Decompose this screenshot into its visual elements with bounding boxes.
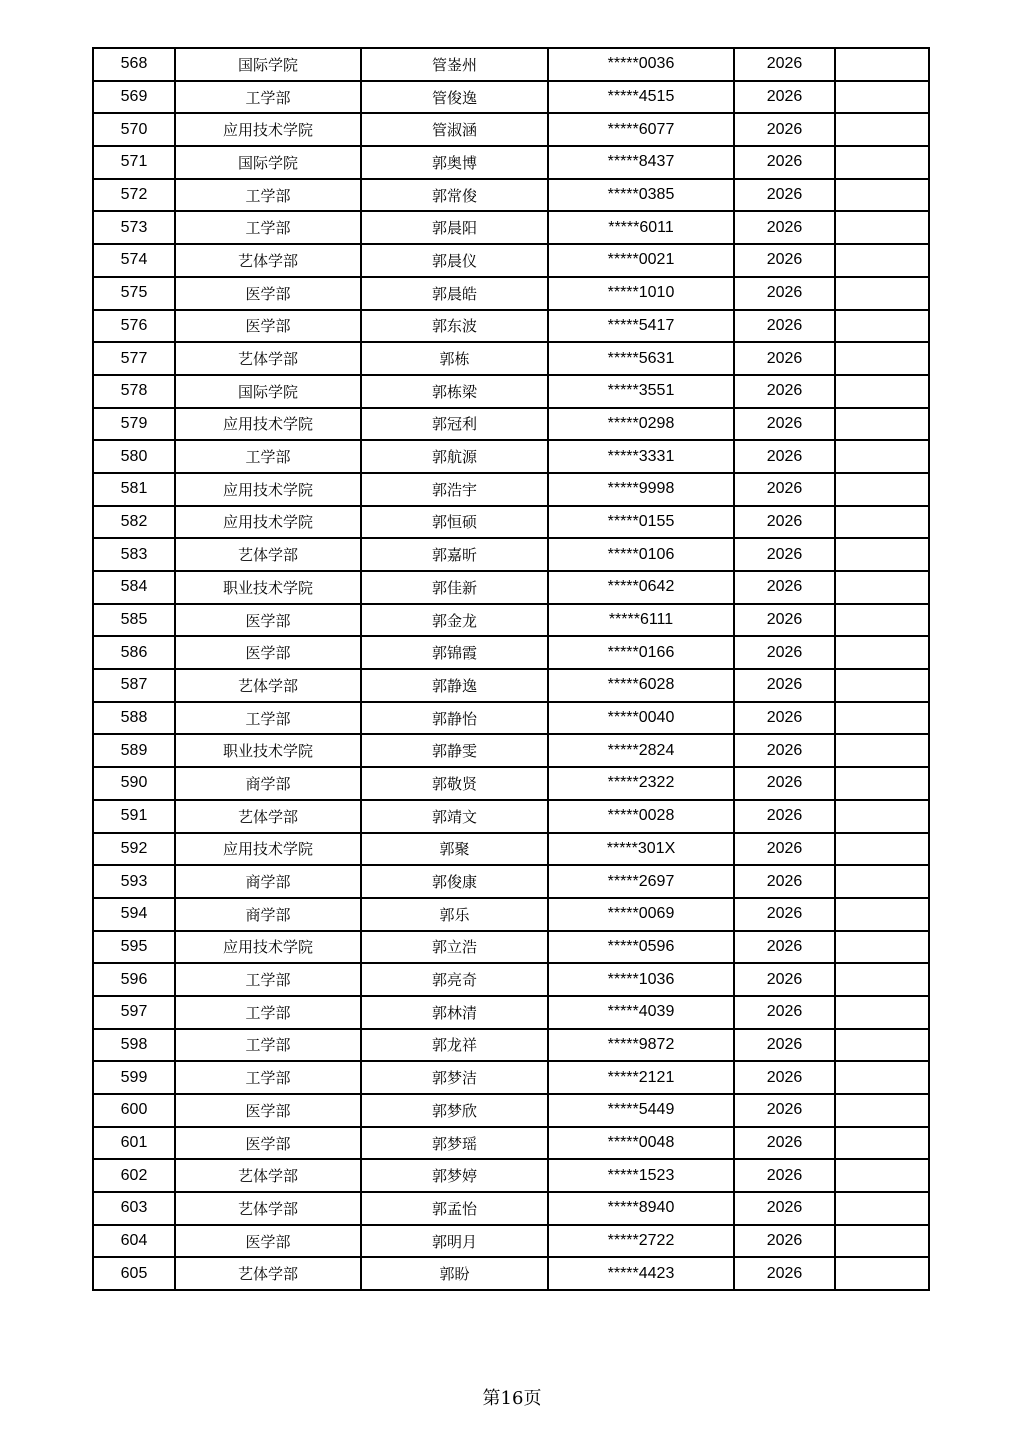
cell-number: 579 — [93, 408, 175, 441]
table-row — [93, 931, 929, 964]
cell-masked-id: *****0298 — [548, 408, 734, 441]
cell-number: 577 — [93, 342, 175, 375]
table-row — [93, 669, 929, 702]
table-row — [93, 604, 929, 637]
cell-remark — [835, 800, 929, 833]
cell-year: 2026 — [734, 963, 835, 996]
cell-department: 医学部 — [175, 636, 361, 669]
table-row — [93, 408, 929, 441]
cell-student-name: 郭盼 — [361, 1257, 548, 1290]
cell-remark — [835, 244, 929, 277]
cell-department: 国际学院 — [175, 375, 361, 408]
cell-department: 医学部 — [175, 1094, 361, 1127]
cell-remark — [835, 767, 929, 800]
cell-remark — [835, 1192, 929, 1225]
cell-masked-id: *****8940 — [548, 1192, 734, 1225]
cell-masked-id: *****5631 — [548, 342, 734, 375]
cell-masked-id: *****6111 — [548, 604, 734, 637]
cell-number: 591 — [93, 800, 175, 833]
cell-student-name: 郭奥博 — [361, 146, 548, 179]
cell-student-name: 郭静怡 — [361, 702, 548, 735]
cell-remark — [835, 211, 929, 244]
cell-remark — [835, 1159, 929, 1192]
cell-masked-id: *****2722 — [548, 1225, 734, 1258]
cell-number: 588 — [93, 702, 175, 735]
cell-remark — [835, 1127, 929, 1160]
table-row — [93, 1094, 929, 1127]
cell-department: 国际学院 — [175, 48, 361, 81]
cell-year: 2026 — [734, 636, 835, 669]
cell-department: 工学部 — [175, 211, 361, 244]
cell-department: 应用技术学院 — [175, 408, 361, 441]
cell-remark — [835, 865, 929, 898]
table-row — [93, 1029, 929, 1062]
cell-year: 2026 — [734, 800, 835, 833]
table-row — [93, 375, 929, 408]
cell-department: 医学部 — [175, 1225, 361, 1258]
cell-year: 2026 — [734, 1192, 835, 1225]
cell-year: 2026 — [734, 113, 835, 146]
cell-remark — [835, 702, 929, 735]
table-row — [93, 571, 929, 604]
cell-student-name: 郭敬贤 — [361, 767, 548, 800]
cell-masked-id: *****6028 — [548, 669, 734, 702]
table-row — [93, 179, 929, 212]
cell-number: 587 — [93, 669, 175, 702]
table-row — [93, 440, 929, 473]
cell-remark — [835, 604, 929, 637]
table-row — [93, 767, 929, 800]
cell-student-name: 郭靖文 — [361, 800, 548, 833]
cell-student-name: 郭静逸 — [361, 669, 548, 702]
cell-department: 艺体学部 — [175, 669, 361, 702]
cell-year: 2026 — [734, 571, 835, 604]
table-row — [93, 636, 929, 669]
cell-number: 590 — [93, 767, 175, 800]
cell-masked-id: *****5417 — [548, 310, 734, 343]
table-row — [93, 1192, 929, 1225]
cell-year: 2026 — [734, 408, 835, 441]
cell-department: 艺体学部 — [175, 244, 361, 277]
cell-year: 2026 — [734, 146, 835, 179]
cell-masked-id: *****301X — [548, 833, 734, 866]
cell-number: 600 — [93, 1094, 175, 1127]
cell-department: 工学部 — [175, 963, 361, 996]
cell-remark — [835, 342, 929, 375]
cell-remark — [835, 1094, 929, 1127]
cell-student-name: 郭浩宇 — [361, 473, 548, 506]
cell-year: 2026 — [734, 1061, 835, 1094]
cell-number: 576 — [93, 310, 175, 343]
cell-masked-id: *****0048 — [548, 1127, 734, 1160]
cell-department: 医学部 — [175, 1127, 361, 1160]
cell-department: 工学部 — [175, 1061, 361, 1094]
table-row — [93, 1159, 929, 1192]
cell-masked-id: *****1523 — [548, 1159, 734, 1192]
cell-year: 2026 — [734, 310, 835, 343]
table-row — [93, 342, 929, 375]
cell-department: 应用技术学院 — [175, 931, 361, 964]
cell-masked-id: *****9872 — [548, 1029, 734, 1062]
roster-table-body — [93, 48, 929, 1290]
cell-remark — [835, 1029, 929, 1062]
cell-number: 601 — [93, 1127, 175, 1160]
cell-year: 2026 — [734, 506, 835, 539]
cell-student-name: 郭恒硕 — [361, 506, 548, 539]
cell-student-name: 郭龙祥 — [361, 1029, 548, 1062]
cell-remark — [835, 48, 929, 81]
cell-remark — [835, 931, 929, 964]
cell-masked-id: *****0069 — [548, 898, 734, 931]
cell-remark — [835, 1257, 929, 1290]
table-row — [93, 1257, 929, 1290]
cell-student-name: 郭亮奇 — [361, 963, 548, 996]
cell-remark — [835, 963, 929, 996]
cell-number: 580 — [93, 440, 175, 473]
cell-masked-id: *****0106 — [548, 538, 734, 571]
cell-department: 应用技术学院 — [175, 506, 361, 539]
cell-remark — [835, 277, 929, 310]
cell-number: 596 — [93, 963, 175, 996]
table-row — [93, 506, 929, 539]
cell-year: 2026 — [734, 669, 835, 702]
cell-department: 商学部 — [175, 865, 361, 898]
cell-student-name: 管崟州 — [361, 48, 548, 81]
cell-student-name: 管俊逸 — [361, 81, 548, 114]
cell-year: 2026 — [734, 931, 835, 964]
cell-number: 597 — [93, 996, 175, 1029]
cell-department: 职业技术学院 — [175, 734, 361, 767]
cell-student-name: 郭东波 — [361, 310, 548, 343]
cell-number: 603 — [93, 1192, 175, 1225]
cell-year: 2026 — [734, 277, 835, 310]
cell-masked-id: *****4039 — [548, 996, 734, 1029]
cell-remark — [835, 734, 929, 767]
cell-masked-id: *****3551 — [548, 375, 734, 408]
cell-year: 2026 — [734, 375, 835, 408]
cell-year: 2026 — [734, 702, 835, 735]
cell-year: 2026 — [734, 48, 835, 81]
table-row — [93, 1127, 929, 1160]
cell-year: 2026 — [734, 179, 835, 212]
cell-student-name: 郭聚 — [361, 833, 548, 866]
cell-remark — [835, 146, 929, 179]
table-row — [93, 48, 929, 81]
cell-masked-id: *****5449 — [548, 1094, 734, 1127]
cell-remark — [835, 996, 929, 1029]
cell-remark — [835, 179, 929, 212]
cell-masked-id: *****0021 — [548, 244, 734, 277]
cell-year: 2026 — [734, 1127, 835, 1160]
cell-year: 2026 — [734, 898, 835, 931]
table-row — [93, 310, 929, 343]
table-row — [93, 1225, 929, 1258]
cell-number: 593 — [93, 865, 175, 898]
cell-remark — [835, 408, 929, 441]
cell-masked-id: *****2121 — [548, 1061, 734, 1094]
table-row — [93, 146, 929, 179]
cell-remark — [835, 669, 929, 702]
cell-year: 2026 — [734, 833, 835, 866]
cell-student-name: 郭林清 — [361, 996, 548, 1029]
cell-department: 医学部 — [175, 277, 361, 310]
cell-department: 工学部 — [175, 702, 361, 735]
cell-masked-id: *****0166 — [548, 636, 734, 669]
cell-remark — [835, 1225, 929, 1258]
cell-department: 国际学院 — [175, 146, 361, 179]
cell-masked-id: *****0028 — [548, 800, 734, 833]
cell-remark — [835, 636, 929, 669]
cell-masked-id: *****2697 — [548, 865, 734, 898]
cell-student-name: 郭乐 — [361, 898, 548, 931]
cell-department: 工学部 — [175, 179, 361, 212]
cell-student-name: 郭冠利 — [361, 408, 548, 441]
table-row — [93, 113, 929, 146]
cell-year: 2026 — [734, 1094, 835, 1127]
cell-year: 2026 — [734, 734, 835, 767]
cell-year: 2026 — [734, 473, 835, 506]
cell-year: 2026 — [734, 1225, 835, 1258]
cell-student-name: 郭梦婷 — [361, 1159, 548, 1192]
cell-number: 571 — [93, 146, 175, 179]
cell-department: 职业技术学院 — [175, 571, 361, 604]
cell-number: 584 — [93, 571, 175, 604]
cell-department: 医学部 — [175, 604, 361, 637]
roster-table — [92, 47, 930, 1291]
table-row — [93, 865, 929, 898]
cell-department: 工学部 — [175, 440, 361, 473]
cell-masked-id: *****8437 — [548, 146, 734, 179]
cell-year: 2026 — [734, 1029, 835, 1062]
table-row — [93, 1061, 929, 1094]
cell-year: 2026 — [734, 1159, 835, 1192]
cell-department: 艺体学部 — [175, 1159, 361, 1192]
cell-department: 艺体学部 — [175, 342, 361, 375]
cell-department: 工学部 — [175, 81, 361, 114]
cell-masked-id: *****0385 — [548, 179, 734, 212]
cell-masked-id: *****2824 — [548, 734, 734, 767]
cell-remark — [835, 473, 929, 506]
cell-remark — [835, 440, 929, 473]
cell-masked-id: *****1036 — [548, 963, 734, 996]
cell-masked-id: *****4515 — [548, 81, 734, 114]
cell-number: 594 — [93, 898, 175, 931]
cell-number: 585 — [93, 604, 175, 637]
cell-year: 2026 — [734, 244, 835, 277]
cell-masked-id: *****0036 — [548, 48, 734, 81]
cell-department: 艺体学部 — [175, 538, 361, 571]
cell-student-name: 郭梦洁 — [361, 1061, 548, 1094]
cell-number: 598 — [93, 1029, 175, 1062]
cell-number: 602 — [93, 1159, 175, 1192]
cell-department: 艺体学部 — [175, 1257, 361, 1290]
cell-remark — [835, 898, 929, 931]
cell-remark — [835, 571, 929, 604]
cell-year: 2026 — [734, 996, 835, 1029]
cell-masked-id: *****6077 — [548, 113, 734, 146]
cell-masked-id: *****0596 — [548, 931, 734, 964]
table-row — [93, 211, 929, 244]
cell-student-name: 郭孟怡 — [361, 1192, 548, 1225]
table-row — [93, 538, 929, 571]
cell-student-name: 郭常俊 — [361, 179, 548, 212]
cell-number: 605 — [93, 1257, 175, 1290]
cell-remark — [835, 1061, 929, 1094]
cell-student-name: 郭栋 — [361, 342, 548, 375]
cell-student-name: 郭立浩 — [361, 931, 548, 964]
cell-number: 589 — [93, 734, 175, 767]
cell-student-name: 郭航源 — [361, 440, 548, 473]
cell-remark — [835, 538, 929, 571]
cell-number: 599 — [93, 1061, 175, 1094]
cell-number: 604 — [93, 1225, 175, 1258]
cell-student-name: 郭明月 — [361, 1225, 548, 1258]
cell-number: 582 — [93, 506, 175, 539]
cell-remark — [835, 506, 929, 539]
cell-number: 583 — [93, 538, 175, 571]
cell-number: 575 — [93, 277, 175, 310]
cell-department: 艺体学部 — [175, 1192, 361, 1225]
cell-number: 578 — [93, 375, 175, 408]
cell-number: 573 — [93, 211, 175, 244]
cell-student-name: 郭俊康 — [361, 865, 548, 898]
cell-masked-id: *****0642 — [548, 571, 734, 604]
cell-department: 工学部 — [175, 1029, 361, 1062]
cell-department: 医学部 — [175, 310, 361, 343]
table-row — [93, 800, 929, 833]
cell-masked-id: *****6011 — [548, 211, 734, 244]
cell-masked-id: *****0155 — [548, 506, 734, 539]
cell-year: 2026 — [734, 440, 835, 473]
cell-masked-id: *****2322 — [548, 767, 734, 800]
cell-department: 工学部 — [175, 996, 361, 1029]
cell-number: 570 — [93, 113, 175, 146]
page-number: 第16页 — [482, 1388, 542, 1409]
cell-remark — [835, 310, 929, 343]
cell-student-name: 郭佳新 — [361, 571, 548, 604]
cell-year: 2026 — [734, 1257, 835, 1290]
cell-masked-id: *****3331 — [548, 440, 734, 473]
table-row — [93, 996, 929, 1029]
table-row — [93, 898, 929, 931]
cell-department: 商学部 — [175, 898, 361, 931]
table-row — [93, 81, 929, 114]
cell-year: 2026 — [734, 342, 835, 375]
cell-student-name: 郭嘉昕 — [361, 538, 548, 571]
cell-number: 574 — [93, 244, 175, 277]
cell-year: 2026 — [734, 865, 835, 898]
cell-number: 581 — [93, 473, 175, 506]
cell-year: 2026 — [734, 538, 835, 571]
cell-masked-id: *****4423 — [548, 1257, 734, 1290]
cell-number: 568 — [93, 48, 175, 81]
cell-year: 2026 — [734, 767, 835, 800]
cell-number: 572 — [93, 179, 175, 212]
table-row — [93, 702, 929, 735]
table-row — [93, 833, 929, 866]
cell-student-name: 郭晨阳 — [361, 211, 548, 244]
cell-student-name: 郭锦霞 — [361, 636, 548, 669]
cell-year: 2026 — [734, 604, 835, 637]
cell-masked-id: *****0040 — [548, 702, 734, 735]
cell-masked-id: *****1010 — [548, 277, 734, 310]
cell-remark — [835, 833, 929, 866]
cell-department: 商学部 — [175, 767, 361, 800]
table-row — [93, 734, 929, 767]
cell-number: 595 — [93, 931, 175, 964]
cell-student-name: 郭梦欣 — [361, 1094, 548, 1127]
cell-department: 应用技术学院 — [175, 473, 361, 506]
cell-student-name: 郭栋梁 — [361, 375, 548, 408]
cell-department: 应用技术学院 — [175, 833, 361, 866]
cell-student-name: 郭静雯 — [361, 734, 548, 767]
cell-department: 艺体学部 — [175, 800, 361, 833]
table-row — [93, 277, 929, 310]
table-row — [93, 244, 929, 277]
cell-remark — [835, 81, 929, 114]
table-row — [93, 963, 929, 996]
table-row — [93, 473, 929, 506]
cell-year: 2026 — [734, 211, 835, 244]
cell-student-name: 郭梦瑶 — [361, 1127, 548, 1160]
cell-department: 应用技术学院 — [175, 113, 361, 146]
cell-number: 592 — [93, 833, 175, 866]
cell-student-name: 郭晨皓 — [361, 277, 548, 310]
cell-student-name: 郭晨仪 — [361, 244, 548, 277]
cell-year: 2026 — [734, 81, 835, 114]
cell-number: 569 — [93, 81, 175, 114]
cell-student-name: 管淑涵 — [361, 113, 548, 146]
cell-student-name: 郭金龙 — [361, 604, 548, 637]
cell-number: 586 — [93, 636, 175, 669]
cell-masked-id: *****9998 — [548, 473, 734, 506]
cell-remark — [835, 113, 929, 146]
cell-remark — [835, 375, 929, 408]
